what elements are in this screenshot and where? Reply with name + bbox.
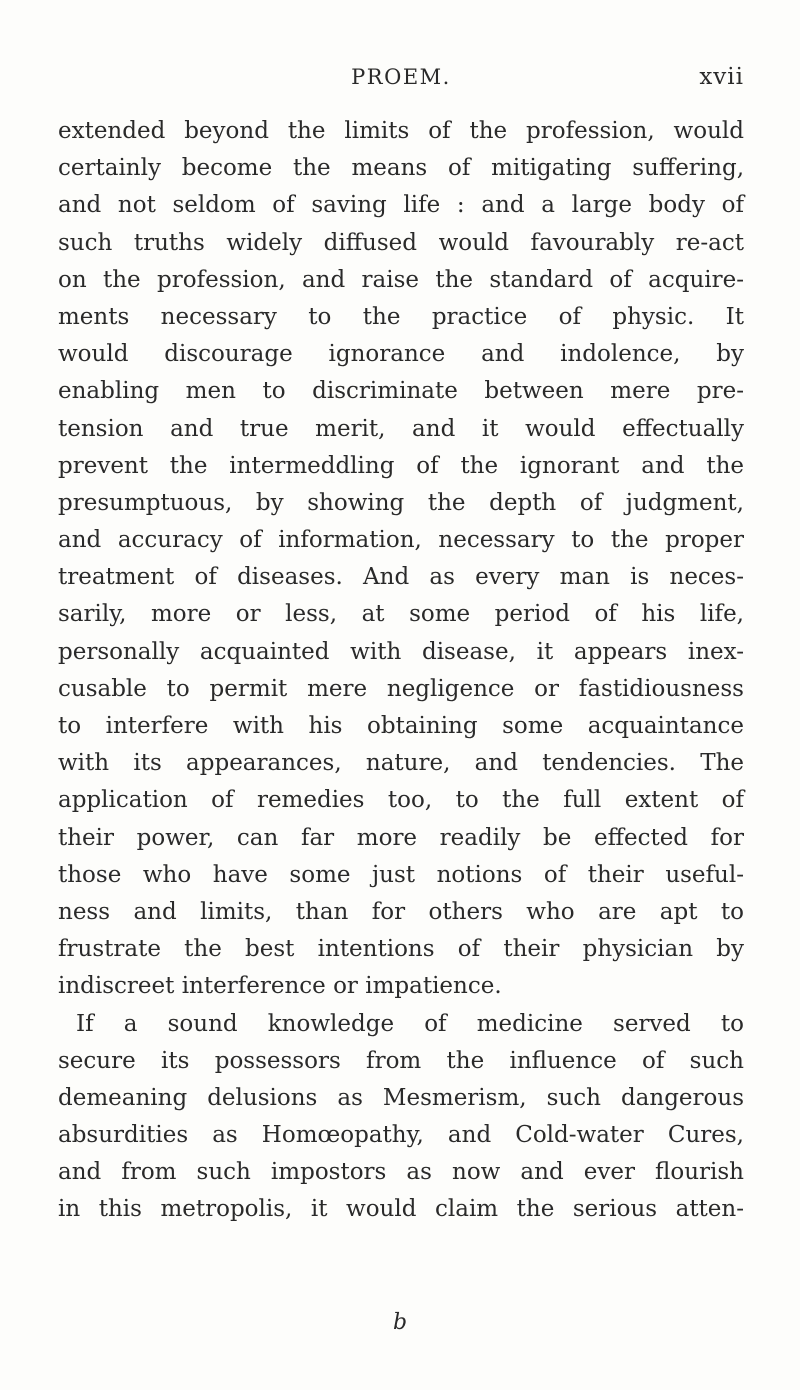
text-line: frustrate the best intentions of their physician by [58,936,744,963]
text-line: secure its possessors from the influence of such [58,1047,744,1074]
text-line: with its appearances, nature, and tendencies. The [58,750,744,777]
text-line: demeaning delusions as Mesmerism, such dangerous [58,1084,744,1111]
text-line: and from such impostors as now and ever flourish [58,1159,744,1186]
text-line: certainly become the means of mitigating suffering, [58,155,744,182]
text-line: their power, can far more readily be effected for [58,824,744,851]
running-head [58,62,744,92]
text-line: sarily, more or less, at some period of his life, [58,601,744,628]
text-line: ments necessary to the practice of physic. It [58,303,744,330]
signature-mark: b [392,1310,408,1335]
text-line: to interfere with his obtaining some acquaintance [58,713,744,739]
body-text [58,113,744,1229]
text-line: in this metropolis, it would claim the serious atten- [58,1196,744,1223]
text-line: tension and true merit, and it would effectually [58,415,744,442]
text-line: absurdities as Homœopathy, and Cold-water Cures, [58,1122,744,1149]
text-line: treatment of diseases. And as every man is neces- [58,564,744,591]
paragraph-start-line: If a sound knowledge of medicine served to [76,1010,744,1037]
text-line: application of remedies too, to the full extent of [58,787,744,814]
text-line: would discourage ignorance and indolence, by [58,341,744,368]
paragraph-end-line: indiscreet interference or impatience. [58,973,502,1000]
text-line: such truths widely diffused would favourably re-act [58,229,744,256]
text-line: and accuracy of information, necessary to the proper [58,527,744,554]
text-line: ness and limits, than for others who are apt to [58,898,744,925]
text-line: and not seldom of saving life : and a large body of [58,192,744,219]
text-line: on the profession, and raise the standard of acquire- [58,266,744,293]
running-title: PROEM. [351,65,451,89]
text-line: prevent the intermeddling of the ignorant and the [58,452,744,479]
text-line: enabling men to discriminate between mere pre- [58,378,744,405]
text-line: extended beyond the limits of the profession, would [58,118,744,144]
text-line: those who have some just notions of their useful- [58,861,744,888]
text-line: presumptuous, by showing the depth of judgment, [58,489,744,516]
page-number: xvii [699,64,744,90]
text-line: cusable to permit mere negligence or fastidiousness [58,675,744,702]
text-line: personally acquainted with disease, it appears inex- [58,638,744,665]
